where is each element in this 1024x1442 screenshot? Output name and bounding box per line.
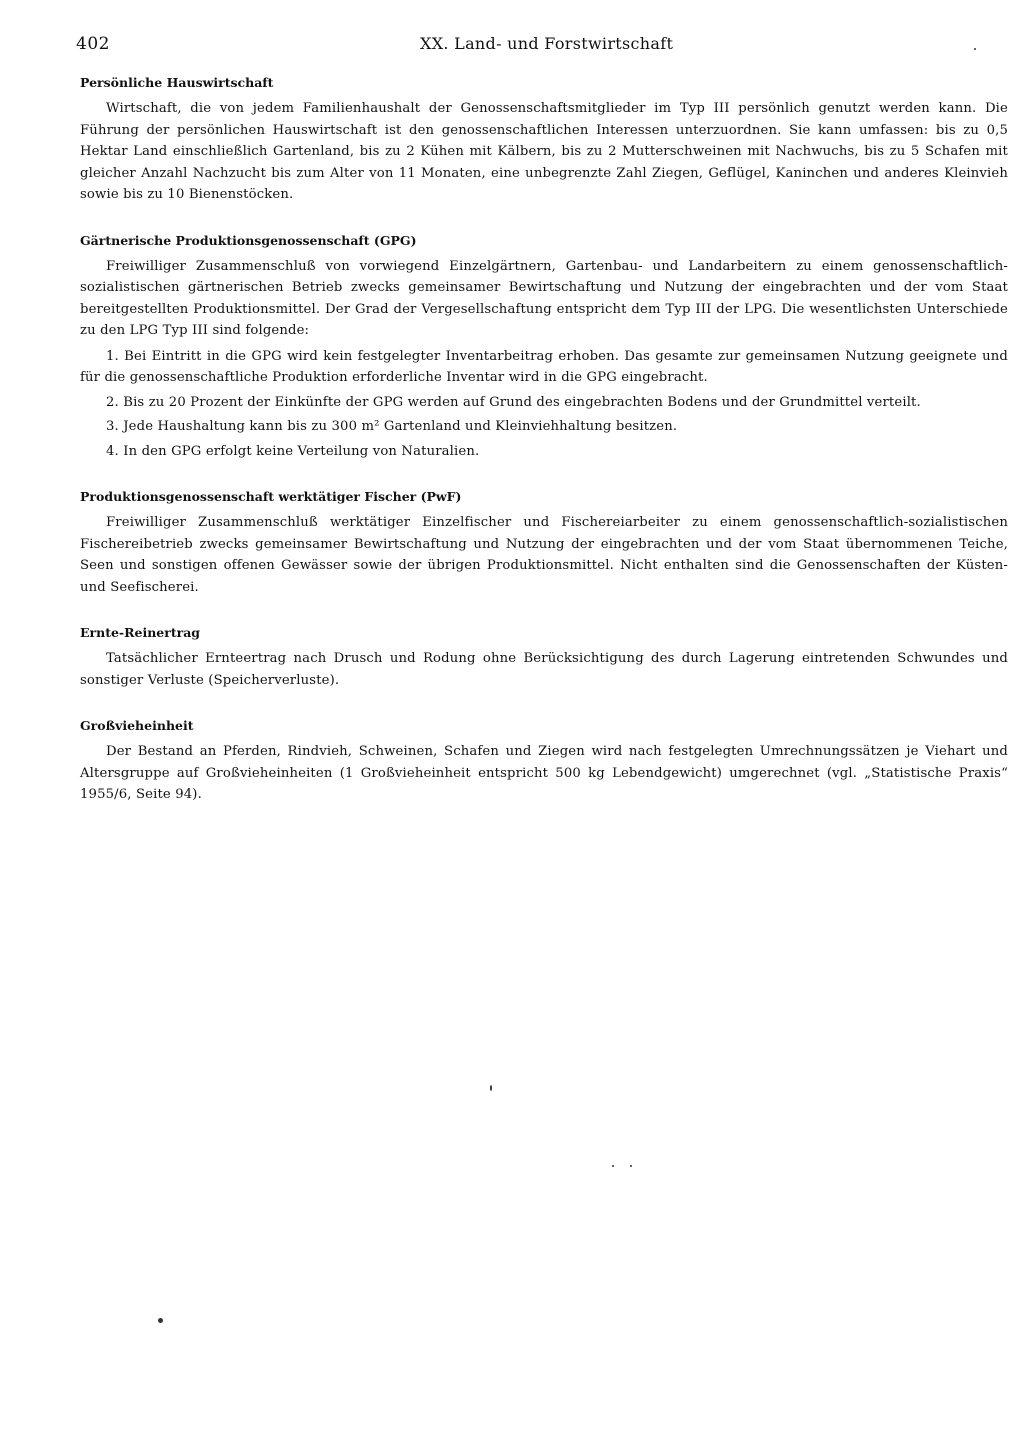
scan-speck	[630, 1165, 632, 1167]
scan-speck	[974, 48, 976, 50]
section-heading: Gärtnerische Produktionsgenossenschaft (GPG)	[80, 232, 417, 248]
section-grossvieheinheit	[80, 717, 1008, 806]
main-content	[80, 74, 1008, 806]
list-item: 2. Bis zu 20 Prozent der Einkünfte der GPG werden auf Grund des eingebrachten Bodens und der Grundmittel verteilt.	[106, 394, 921, 410]
list-item: 4. In den GPG erfolgt keine Verteilung von Naturalien.	[106, 443, 480, 459]
scan-speck	[158, 1318, 163, 1323]
section-heading: Ernte-Reinertrag	[80, 625, 201, 640]
section-paragraph: Wirtschaft, die von jedem Familienhaushalt der Genossenschaftsmitglieder im Typ III persönlich genutzt werden kann. Die Führung der persönlichen Hauswirtschaft ist den genossenschaftlichen Interessen unterzuordnen. Sie kann umfassen: bis zu 0,5 Hektar Land einschließlich Gartenland, bis zu 2 Kühen mit Kälbern, bis zu 2 Mutterschweinen mit Nachwuchs, bis zu 5 Schafen mit gleicher Anzahl Nachzucht bis zum Alter von 11 Monaten, eine unbegrenzte Zahl Ziegen, Geflügel, Kaninchen und anderes Kleinvieh sowie bis zu 10 Bienenstöcken.	[80, 101, 1008, 202]
section-paragraph: Der Bestand an Pferden, Rindvieh, Schweinen, Schafen und Ziegen wird nach festgelegten Umrechnungssätzen je Viehart und Altersgruppe auf Großvieheinheiten (1 Großvieheinheit entspricht 500 kg Lebendgewicht) umgerechnet (vgl. „Statistische Praxis“ 1955/6, Seite 94).	[80, 744, 1008, 802]
scan-speck	[490, 1085, 492, 1091]
section-gpg	[80, 232, 1008, 463]
section-paragraph: Tatsächlicher Ernteertrag nach Drusch und Rodung ohne Berücksichtigung des durch Lagerung eintretenden Schwundes und sonstiger Verluste (Speicherverluste).	[80, 651, 1008, 688]
section-paragraph: Freiwilliger Zusammenschluß werktätiger Einzelfischer und Fischereiarbeiter zu einem genossenschaftlich-sozialistischen Fischereibetrieb zwecks gemeinsamer Bewirtschaftung und Nutzung der eingebrachten und der vom Staat übernommenen Teiche, Seen und sonstigen offenen Gewässer sowie der übrigen Produktionsmittel. Nicht enthalten sind die Genossenschaften der Küsten- und Seefischerei.	[80, 515, 1008, 595]
section-pwf	[80, 488, 1008, 598]
list-item: 1. Bei Eintritt in die GPG wird kein festgelegter Inventarbeitrag erhoben. Das gesamte zur gemeinsamen Nutzung geeignete und für die genossenschaftliche Produktion erforderliche Inventar wird in die GPG eingebracht.	[80, 348, 1008, 385]
section-heading: Persönliche Hauswirtschaft	[80, 75, 274, 90]
section-heading: Großvieheinheit	[80, 718, 194, 733]
section-heading: Produktionsgenossenschaft werktätiger Fischer (PwF)	[80, 489, 462, 504]
section-persoenliche-hauswirtschaft	[80, 74, 1008, 206]
running-head: XX. Land- und Forstwirtschaft	[420, 34, 674, 53]
section-paragraph: Freiwilliger Zusammenschluß von vorwiegend Einzelgärtnern, Gartenbau- und Landarbeitern zu einem genossenschaftlich-sozialistischen gärtnerischen Betrieb zwecks gemeinsamer Bewirtschaftung und Nutzung der eingebrachten und der vom Staat bereitgestellten Produktionsmittel. Der Grad der Vergesellschaftung entspricht dem Typ III der LPG. Die wesentlichsten Unterschiede zu den LPG Typ III sind folgende:	[80, 258, 1008, 338]
gpg-differences-list	[80, 346, 1008, 463]
scan-speck	[612, 1165, 614, 1167]
page-number: 402	[76, 34, 110, 54]
list-item: 3. Jede Haushaltung kann bis zu 300 m² Gartenland und Kleinviehhaltung besitzen.	[106, 419, 678, 434]
section-ernte-reinertrag	[80, 624, 1008, 691]
